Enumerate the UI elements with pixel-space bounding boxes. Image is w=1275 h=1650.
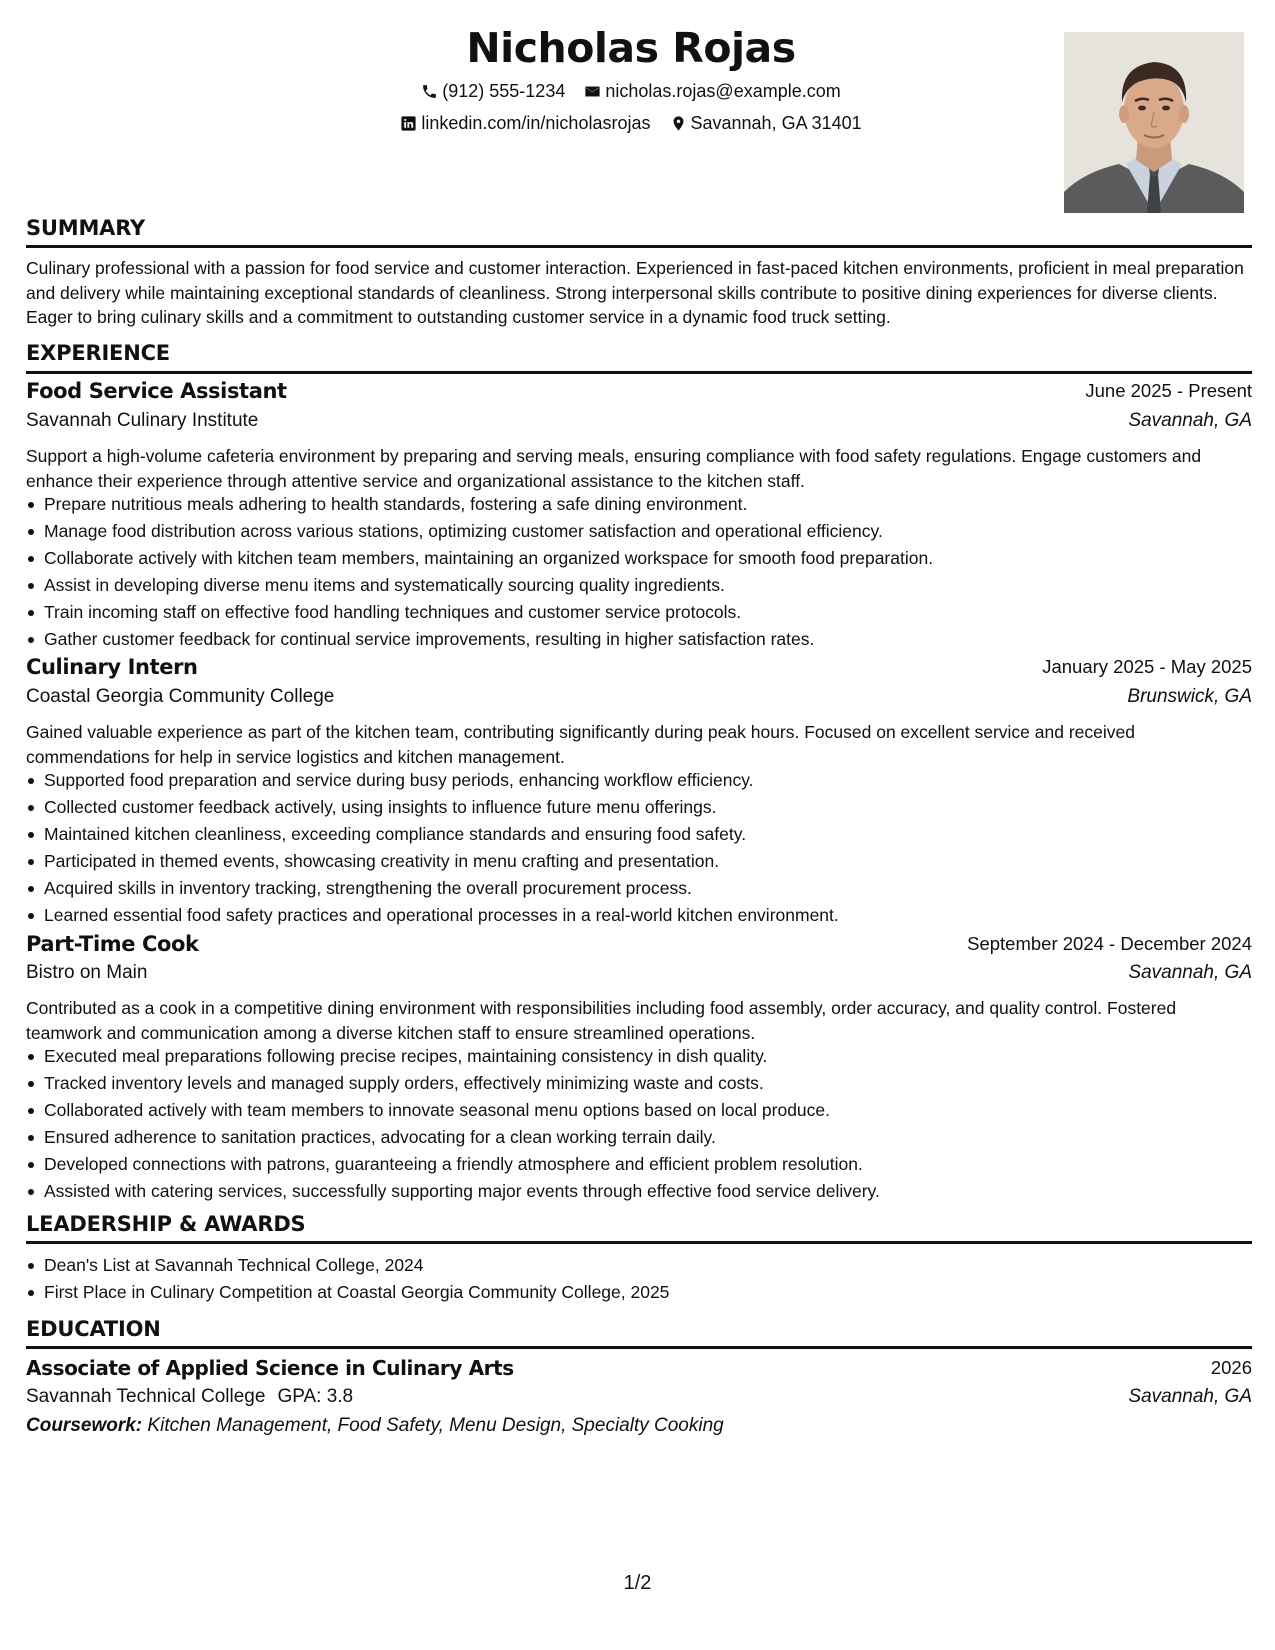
list-item: Supported food preparation and service during busy periods, enhancing workflow efficiency. bbox=[26, 767, 1252, 794]
school-name: Savannah Technical College bbox=[26, 1386, 266, 1407]
linkedin-link[interactable]: linkedin.com/in/nicholasrojas bbox=[421, 113, 651, 133]
awards-list bbox=[26, 1252, 1252, 1306]
list-item: Gather customer feedback for continual service improvements, resulting in higher satisfaction rates. bbox=[26, 626, 1252, 653]
school-line bbox=[26, 1386, 353, 1408]
list-item: Executed meal preparations following precise recipes, maintaining consistency in dish quality. bbox=[26, 1043, 1252, 1070]
envelope-icon bbox=[584, 83, 601, 100]
job-location: Savannah, GA bbox=[1128, 962, 1252, 983]
section-divider bbox=[26, 1241, 1252, 1244]
coursework-line bbox=[26, 1415, 724, 1437]
gpa-text: GPA: 3.8 bbox=[277, 1386, 354, 1407]
job-location: Savannah, GA bbox=[1128, 410, 1252, 431]
section-title-experience: EXPERIENCE bbox=[26, 341, 170, 365]
portrait-illustration bbox=[1064, 32, 1244, 213]
list-item: Ensured adherence to sanitation practices, advocating for a clean working terrain daily. bbox=[26, 1124, 1252, 1151]
list-item: Manage food distribution across various stations, optimizing customer satisfaction and operational efficiency. bbox=[26, 518, 1252, 545]
job-bullets bbox=[26, 767, 1252, 929]
job-title: Food Service Assistant bbox=[26, 379, 287, 403]
candidate-name: Nicholas Rojas bbox=[466, 24, 796, 72]
job-location: Brunswick, GA bbox=[1127, 686, 1252, 707]
page-number: 1/2 bbox=[623, 1572, 652, 1594]
contact-email[interactable] bbox=[584, 81, 840, 102]
email-link[interactable]: nicholas.rojas@example.com bbox=[605, 81, 841, 101]
profile-photo bbox=[1064, 32, 1244, 213]
section-divider bbox=[26, 1346, 1252, 1349]
list-item: Participated in themed events, showcasing creativity in menu crafting and presentation. bbox=[26, 848, 1252, 875]
coursework-text: Kitchen Management, Food Safety, Menu Design, Specialty Cooking bbox=[147, 1415, 724, 1436]
list-item: Assist in developing diverse menu items and systematically sourcing quality ingredients. bbox=[26, 572, 1252, 599]
list-item: Collaborated actively with team members to innovate seasonal menu options based on local produce. bbox=[26, 1097, 1252, 1124]
linkedin-icon bbox=[400, 115, 417, 132]
job-description: Contributed as a cook in a competitive dining environment with responsibilities including food assembly, order accuracy, and quality control. Fostered teamwork and communication among a diverse kitchen staff to ensure streamlined operations. bbox=[26, 998, 1177, 1043]
list-item: First Place in Culinary Competition at Coastal Georgia Community College, 2025 bbox=[26, 1279, 1252, 1306]
phone-text: (912) 555-1234 bbox=[442, 81, 566, 101]
job-organization: Savannah Culinary Institute bbox=[26, 410, 259, 431]
list-item: Collaborate actively with kitchen team members, maintaining an organized workspace for smooth food preparation. bbox=[26, 545, 1252, 572]
list-item: Developed connections with patrons, guaranteeing a friendly atmosphere and efficient problem resolution. bbox=[26, 1151, 1252, 1178]
job-dates: June 2025 - Present bbox=[1085, 380, 1252, 401]
list-item: Acquired skills in inventory tracking, strengthening the overall procurement process. bbox=[26, 875, 1252, 902]
school-location: Savannah, GA bbox=[1128, 1386, 1252, 1407]
list-item: Train incoming staff on effective food handling techniques and customer service protocols. bbox=[26, 599, 1252, 626]
contact-linkedin[interactable] bbox=[400, 113, 650, 134]
list-item: Maintained kitchen cleanliness, exceeding compliance standards and ensuring food safety. bbox=[26, 821, 1252, 848]
section-title-education: EDUCATION bbox=[26, 1317, 161, 1341]
list-item: Collected customer feedback actively, using insights to influence future menu offerings. bbox=[26, 794, 1252, 821]
job-title: Part-Time Cook bbox=[26, 932, 199, 956]
job-dates: September 2024 - December 2024 bbox=[967, 933, 1252, 954]
phone-icon bbox=[421, 83, 438, 100]
section-divider bbox=[26, 245, 1252, 248]
job-organization: Bistro on Main bbox=[26, 962, 148, 983]
list-item: Prepare nutritious meals adhering to health standards, fostering a safe dining environment. bbox=[26, 491, 1252, 518]
list-item: Tracked inventory levels and managed supply orders, effectively minimizing waste and costs. bbox=[26, 1070, 1252, 1097]
job-dates: January 2025 - May 2025 bbox=[1042, 656, 1252, 677]
job-description: Support a high-volume cafeteria environment by preparing and serving meals, ensuring compliance with food safety regulations. Engage customers and enhance their experience through attentive service and organizational assistance to the kitchen staff. bbox=[26, 446, 1202, 491]
job-title: Culinary Intern bbox=[26, 655, 198, 679]
job-bullets bbox=[26, 1043, 1252, 1205]
map-pin-icon bbox=[670, 115, 687, 132]
coursework-label: Coursework: bbox=[26, 1415, 143, 1436]
section-divider bbox=[26, 371, 1252, 374]
section-title-leadership: LEADERSHIP & AWARDS bbox=[26, 1212, 306, 1236]
job-description: Gained valuable experience as part of the kitchen team, contributing significantly during peak hours. Focused on excellent service and received commendations for help in service logistics and kitchen management. bbox=[26, 722, 1135, 767]
list-item: Assisted with catering services, successfully supporting major events through effective food service delivery. bbox=[26, 1178, 1252, 1205]
list-item: Dean's List at Savannah Technical College, 2024 bbox=[26, 1252, 1252, 1279]
job-organization: Coastal Georgia Community College bbox=[26, 686, 335, 707]
graduation-year: 2026 bbox=[1210, 1357, 1252, 1378]
section-title-summary: SUMMARY bbox=[26, 216, 146, 240]
location-text: Savannah, GA 31401 bbox=[690, 113, 862, 133]
summary-text: Culinary professional with a passion for food service and customer interaction. Experienced in fast-paced kitchen environments, proficient in meal preparation and delivery while maintaining exceptional standards of cleanliness. Strong interpersonal skills contribute to positive dining experiences for diverse clients. Eager to bring culinary skills and a commitment to outstanding customer service in a dynamic food truck setting. bbox=[26, 258, 1244, 327]
list-item: Learned essential food safety practices and operational processes in a real-world kitchen environment. bbox=[26, 902, 1252, 929]
contact-phone bbox=[421, 81, 565, 102]
job-bullets bbox=[26, 491, 1252, 653]
degree-title: Associate of Applied Science in Culinary Arts bbox=[26, 1356, 514, 1380]
contact-location bbox=[670, 113, 862, 134]
